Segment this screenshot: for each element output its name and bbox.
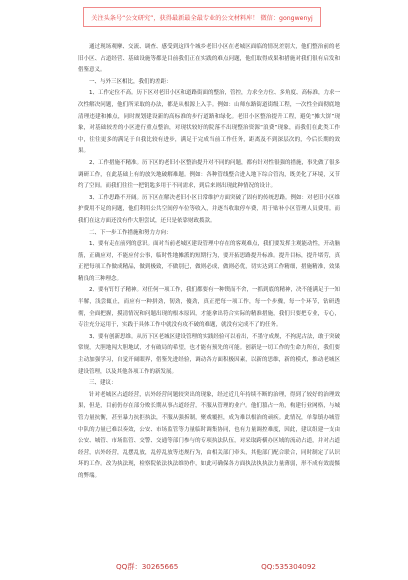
next-step-paragraph-1: 1、要有走在前列的意识。面对当前老城区建设管理中存在的客观难点，我们要发挥主观能动性，开动脑筋，正确应对，不能应付公事，临时性地摊派的短期行为，要开拓思路提升标准。提升目标，提升堵劳，真正把每项工作做成精品，做到极致，不做别已，做则必成，做则必优，切实达到工作精细，措施精准，效果精良的三种理念。 (78, 241, 341, 282)
promo-banner-text: 关注头条号“公文研究”，获得最新最全最专业的公文材料库！ 微信：gongwenyj (91, 14, 313, 22)
gap-paragraph-1: 1、工作定位不高。历下区对老旧小区和道路街面的整治，管控，力求全方位、多角度、高标准，力求一次性解决问题，他们所采取的办法，都是从根源上入手。例如：山师东路街道街级工程，一次性全面彻底地清理违建和摊点，同时规划建设新的高标准的步行道路和绿化。老旧小区整治提升工程，避免“摊大饼”现象，对基础较差的小区进行重点整治，对现状较好的院落不出现整治资源“浪费”现象，而我们在此类工作中，往往更多的满足于自我比较有进步，满足于完成当前工作任务，距离及不到深层次的，今后长期的效果。 (78, 90, 341, 155)
section-heading-next-steps: 二、下一步工作措施和努力方向： (89, 229, 172, 236)
intro-paragraph: 通过现场观摩、交流、调查、感受到这四个城乡老旧小区在老城区面临的情况差别大，他们整治前的老旧小区、占道经营、基础设施等都是目前我们正在实践的难点问题，他们取得成果和措施对我们很有启发和借鉴意义。 (78, 44, 340, 74)
footer-qq: QQ:535304092 (261, 562, 316, 571)
document-body (78, 42, 340, 483)
promo-banner (83, 7, 321, 27)
section-heading-gaps: 一、与外三区相比，我们的差距： (89, 78, 172, 85)
footer-contact (116, 562, 316, 572)
gap-paragraph-3: 3、工作思路不开阔。历下区在解决老旧小区日常维护方面突破了固有的传统思路。例如：对老旧小区维护费用不足的问题，他们利用公共空间停车位等收入，并逐当收取停车费，用于贴补小区管理人员费用。而我们在这方面还没有作大胆尝试，还只是依靠财政拨款。 (78, 194, 341, 224)
section-heading-suggestions: 三、建议： (89, 380, 117, 387)
suggestion-paragraph: 针对老城区占道经营，店外经营问题较突出的现象，经过近几年持续不断的治理，得到了较好的治理效果，但是，目前仍存在部分败长期从事占道经营，不服从管理的业户。他们篡占一角，构建行业网格，与城管力量抗衡，甚至暴力抗拒执法，不服从强拆制，聚戏覆担，成为难以根治的顽疾。此情况，单靠镇办城管中队的力量已难以奏效，公安、市场监管等力量临时调集协同，也有力量调控难度，因此，建议组建一支由公安、城管、市场监管、交警、交通等部门参与的专项执法队伍，对采取跨横办区域的流动占道，并对占道经营，店外经营，乱摆乱放，乱停乱放等违规行为，由相关部门牵头，其他部门配合联合，同时制定了认识坏的工作。改为执法现，检察院依法执法维协作，如此可确保各方面执法执执法力量薄弱，形不成有效震慑的弊端。 (78, 391, 340, 479)
footer-qq-group: QQ群：30265665 (116, 562, 179, 571)
next-step-paragraph-3: 3、要有创新思维。从历下区老城区建设管理的实践经验可以看出，不墨守成规，不拘泥古法，敢于突破常规，大胆地闯大胆地试，才有破局的希望，也才能有预先的可能。创新是一切工作的生命力所在，我们要主动加强学习，自觉开阔眼界，借鉴先进经验，调动各方面积极因素，以新的思维，新的模式，推动老城区建设管理，以及其他各项工作的新发展。 (78, 333, 341, 375)
next-step-paragraph-2: 2、要有钉钉子精神。对任何一项工作，我们都要有一种锲而不舍，一抓到底的精神，决不能满足于一知半解，浅尝辄止，而应有一种拼劲，韧劲，傻劲，真正把每一项工作，每一个步骤，每一个环节，钻研透彻，全面把握，摸清情况和问题出现的根本原因，才能拿出符合实际的精准措施，我们只要把专业，专心，专注充分运用于，实践于具体工作中就没有攻不破的难题，就没有完成不了的任务。 (78, 287, 341, 329)
gap-paragraph-2: 2、工作措施不精准。历下区的老旧小区整治提升对不同的问题，都有针对性很强的措施，事先做了很多调研工作，在此基础上有的放矢地破解难题。例如：各种管线整合进入地下综合管沟，既美化了环境，又节约了空间。而我们往往一把钥匙多用于不同需求，到后来则出现此种情况的设计。 (78, 159, 341, 190)
